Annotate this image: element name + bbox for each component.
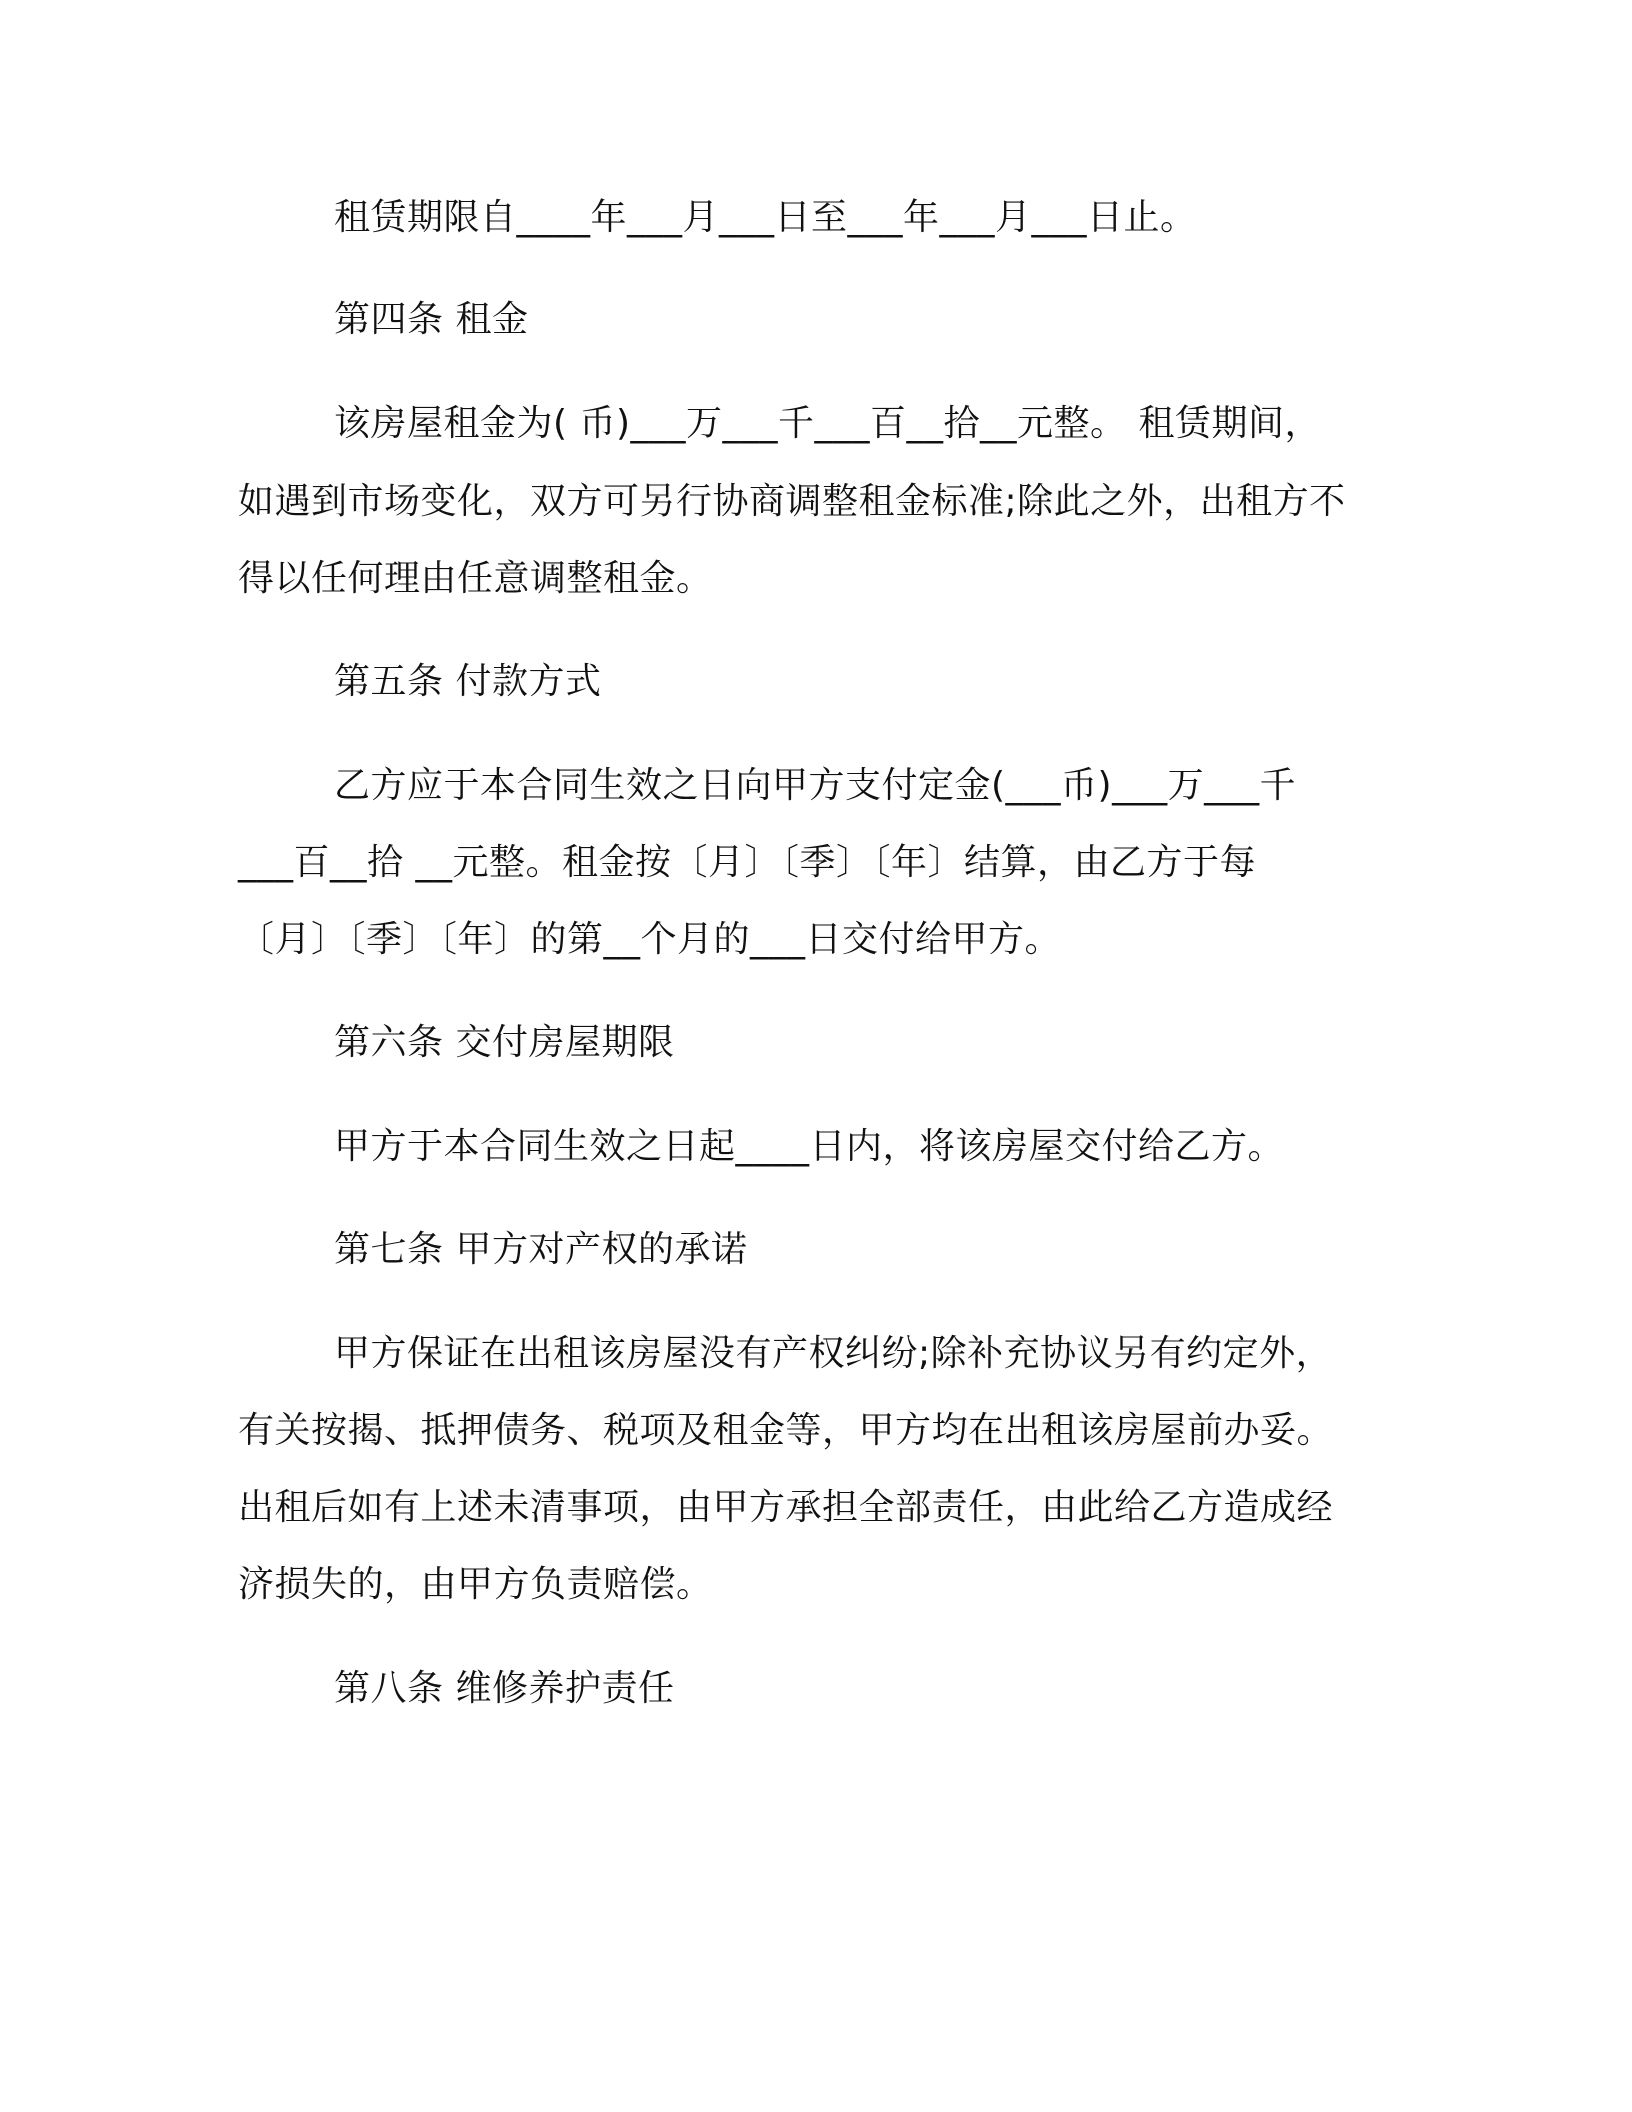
article-5-paragraph-line-3: 〔月〕〔季〕〔年〕的第__个月的___日交付给甲方。 (238, 919, 1062, 960)
article-6-paragraph: 甲方于本合同生效之日起____日内，将该房屋交付给乙方。 (334, 1126, 1285, 1167)
article-7-paragraph-line-2: 有关按揭、抵押债务、税项及租金等，甲方均在出租该房屋前办妥。 (238, 1410, 1334, 1451)
article-8-heading: 第八条 维修养护责任 (334, 1668, 675, 1709)
article-7-paragraph-line-3: 出租后如有上述未清事项，由甲方承担全部责任，由此给乙方造成经 (238, 1487, 1334, 1528)
article-5-paragraph-line-2: ___百__拾 __元整。租金按〔月〕〔季〕〔年〕结算，由乙方于每 (238, 842, 1256, 883)
article-5-paragraph-line-1: 乙方应于本合同生效之日向甲方支付定金(___币)___万___千 (334, 765, 1297, 806)
article-7-paragraph-line-4: 济损失的，由甲方负责赔偿。 (238, 1564, 713, 1605)
article-5-heading: 第五条 付款方式 (334, 661, 602, 702)
article-6-heading: 第六条 交付房屋期限 (334, 1022, 675, 1063)
article-4-paragraph-line-2: 如遇到市场变化，双方可另行协商调整租金标准;除此之外，出租方不 (238, 481, 1346, 522)
article-7-heading: 第七条 甲方对产权的承诺 (334, 1229, 748, 1270)
article-7-paragraph-line-1: 甲方保证在出租该房屋没有产权纠纷;除补充协议另有约定外， (334, 1333, 1333, 1374)
article-4-paragraph-line-3: 得以任何理由任意调整租金。 (238, 558, 713, 599)
article-4-heading: 第四条 租金 (334, 299, 529, 340)
article-4-paragraph-line-1: 该房屋租金为( 币)___万___千___百__拾__元整。 租赁期间， (334, 403, 1321, 444)
lease-term-line: 租赁期限自____年___月___日至___年___月___日止。 (334, 197, 1197, 238)
